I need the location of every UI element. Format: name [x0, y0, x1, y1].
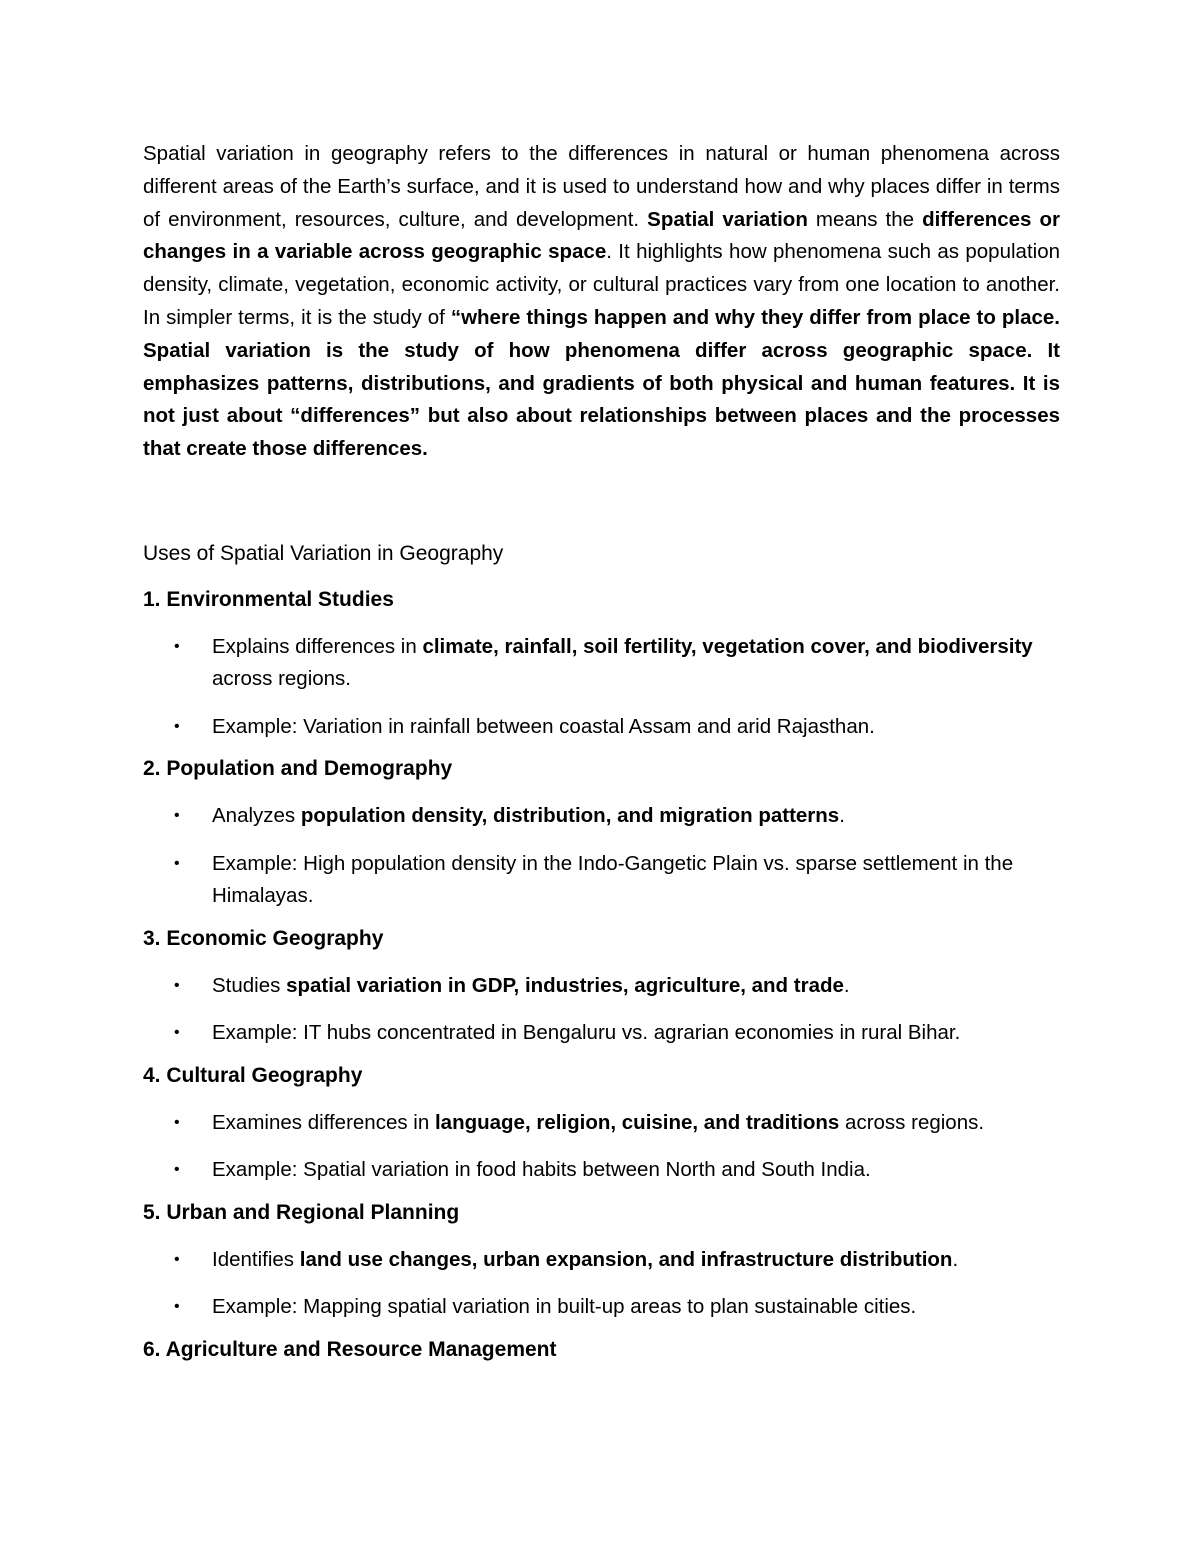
section-title-cultural: 4. Cultural Geography: [143, 1063, 363, 1087]
bullet-list-environmental: [143, 631, 1060, 744]
bullet-text-post: .: [952, 1247, 959, 1271]
bullet-text-bold: land use changes, urban expansion, and infrastructure distribution: [299, 1247, 953, 1271]
bullet-list-population: [143, 800, 1060, 913]
bullet-text-post: .: [843, 973, 850, 997]
bullet-text: Example: High population density in the Indo-Gangetic Plain vs. sparse settlement in the Himalayas.: [212, 851, 1014, 908]
intro-paragraph: [143, 138, 1060, 466]
bullet-text-bold: population density, distribution, and migration patterns: [300, 804, 840, 828]
list-item: [143, 800, 1060, 833]
bullet-icon: •: [174, 807, 180, 825]
intro-bold-1: Spatial variation: [647, 207, 808, 231]
list-item: [143, 1244, 1060, 1277]
bullet-text-pre: Studies: [212, 973, 287, 997]
bullet-text: [212, 635, 1033, 691]
bullet-text-pre: Examines differences in: [212, 1110, 435, 1134]
bullet-icon: •: [174, 1298, 180, 1316]
bullet-text-pre: Identifies: [212, 1247, 300, 1271]
bullet-list-cultural: [143, 1107, 1060, 1187]
bullet-text: [212, 804, 845, 827]
section-title-environmental: 1. Environmental Studies: [143, 587, 394, 611]
bullet-icon: •: [174, 1113, 180, 1131]
intro-text-1: Spatial variation in geography refers to the differences in natural or human phenomena across different areas of the Earth’s surface, and it is used to understand how and why places differ in terms of environment, resources, culture, and development.: [143, 142, 1060, 231]
bullet-text-bold: language, religion, cuisine, and traditions: [434, 1110, 840, 1134]
bullet-icon: •: [174, 1024, 180, 1042]
bullet-text: Example: Spatial variation in food habits between North and South India.: [212, 1158, 871, 1182]
bullet-icon: •: [174, 1250, 180, 1268]
bullet-icon: •: [174, 854, 180, 872]
bullet-text: [212, 1111, 984, 1134]
intro-bold-2: differences or changes in a variable across geographic space: [143, 207, 1060, 264]
list-item: [143, 848, 1060, 913]
section-title-economic: 3. Economic Geography: [143, 926, 384, 950]
bullet-text: Example: Mapping spatial variation in built-up areas to plan sustainable cities.: [212, 1295, 917, 1319]
bullet-text: Example: Variation in rainfall between coastal Assam and arid Rajasthan.: [212, 714, 875, 738]
bullet-text-post: .: [839, 804, 845, 828]
bullet-text: [212, 974, 850, 997]
list-item: [143, 970, 1060, 1003]
bullet-text-bold: spatial variation in GDP, industries, agriculture, and trade: [286, 973, 844, 997]
bullet-icon: •: [174, 1161, 180, 1179]
bullet-text-post: across regions.: [839, 1110, 985, 1134]
bullet-list-urban: [143, 1244, 1060, 1324]
bullet-text-pre: Explains differences in: [212, 634, 423, 658]
list-item: [143, 1107, 1060, 1140]
section-title-population: 2. Population and Demography: [143, 757, 453, 781]
bullet-text-pre: Analyzes: [212, 804, 301, 828]
document-page: [143, 138, 1060, 1366]
bullet-text-post: across regions.: [212, 667, 352, 691]
list-item: [143, 1291, 1060, 1324]
section-title-urban: 5. Urban and Regional Planning: [143, 1200, 460, 1224]
bullet-icon: •: [174, 637, 180, 655]
bullet-text: [212, 1248, 958, 1271]
list-item: [143, 711, 1060, 744]
bullet-list-economic: [143, 970, 1060, 1050]
section-title-agriculture: 6. Agriculture and Resource Management: [143, 1337, 557, 1361]
intro-text-2: means the: [807, 207, 923, 231]
intro-bold-3: “where things happen and why they differ from place to place. Spatial variation is the study of how phenomena differ across geographic space. It emphasizes patterns, distributions, and gradients of both physical and human features. It is not just about “differences” but also about relationships between places and the processes that create those differences.: [143, 305, 1060, 461]
intro-text-3: . It highlights how phenomena such as population density, climate, vegetation, economic activity, or cultural practices vary from one location to another. In simpler terms, it is the study of: [143, 240, 1060, 329]
bullet-text: Example: IT hubs concentrated in Bengaluru vs. agrarian economies in rural Bihar.: [212, 1021, 961, 1045]
uses-heading: Uses of Spatial Variation in Geography: [143, 541, 504, 565]
list-item: [143, 631, 1060, 696]
list-item: [143, 1154, 1060, 1187]
bullet-icon: •: [174, 976, 180, 994]
list-item: [143, 1017, 1060, 1050]
bullet-text-bold: climate, rainfall, soil fertility, vegetation cover, and biodiversity: [422, 634, 1033, 658]
bullet-icon: •: [174, 717, 180, 735]
